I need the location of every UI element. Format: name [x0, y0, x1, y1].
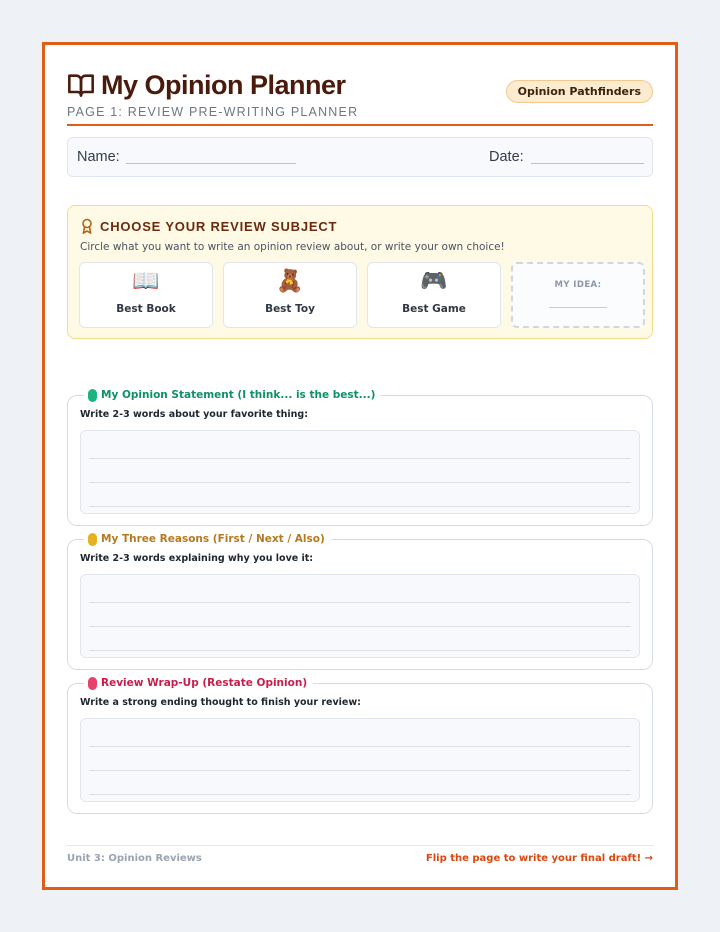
header [67, 67, 653, 127]
name-label: Name: [77, 149, 120, 165]
award-icon [80, 218, 94, 234]
writing-line [89, 602, 631, 603]
section-title: My Opinion Statement (I think... is the best...) [101, 389, 376, 401]
section-legend [84, 674, 313, 692]
writing-line [89, 794, 631, 795]
section-prompt: Write 2-3 words explaining why you love it: [80, 553, 314, 564]
date-label: Date: [489, 149, 524, 165]
section-title: Review Wrap-Up (Restate Opinion) [101, 677, 308, 689]
section-dot-icon [88, 677, 97, 690]
game-controller-icon: 🎮 [420, 269, 448, 294]
review-subject-box [67, 205, 653, 339]
teddy-bear-icon: 🧸 [276, 269, 304, 294]
opinion-statement-section [67, 389, 653, 526]
writing-line [89, 746, 631, 747]
choice-best-book[interactable] [79, 262, 213, 328]
section-prompt: Write a strong ending thought to finish your review: [80, 697, 361, 708]
three-reasons-section [67, 533, 653, 670]
choice-my-idea[interactable] [511, 262, 645, 328]
subject-heading [80, 218, 337, 234]
writing-line [89, 770, 631, 771]
choice-label: Best Toy [265, 303, 315, 315]
brand-badge: Opinion Pathfinders [506, 80, 653, 103]
section-prompt: Write 2-3 words about your favorite thing: [80, 409, 309, 420]
section-legend [84, 530, 331, 548]
reasons-writing-area[interactable] [80, 574, 640, 658]
date-field[interactable] [531, 163, 644, 164]
name-date-bar [67, 137, 653, 177]
my-idea-field[interactable] [549, 307, 607, 308]
choice-best-game[interactable] [367, 262, 501, 328]
writing-line [89, 458, 631, 459]
footer-divider [67, 845, 653, 846]
writing-line [89, 650, 631, 651]
book-icon: 📖 [132, 269, 160, 294]
subject-title: CHOOSE YOUR REVIEW SUBJECT [100, 218, 338, 234]
section-title: My Three Reasons (First / Next / Also) [101, 533, 325, 545]
subject-choices [79, 262, 645, 328]
book-open-icon [67, 71, 95, 99]
choice-label: Best Book [116, 303, 176, 315]
subject-description: Circle what you want to write an opinion review about, or write your own choice! [80, 241, 505, 253]
writing-line [89, 482, 631, 483]
choice-label: Best Game [402, 303, 466, 315]
wrap-up-writing-area[interactable] [80, 718, 640, 802]
page-title: My Opinion Planner [101, 69, 346, 100]
writing-line [89, 626, 631, 627]
header-divider [67, 124, 653, 126]
page-subtitle: PAGE 1: REVIEW PRE-WRITING PLANNER [67, 105, 359, 119]
worksheet-page [42, 42, 678, 890]
section-dot-icon [88, 389, 97, 402]
footer-next-hint: Flip the page to write your final draft! → [425, 853, 653, 864]
my-idea-label: MY IDEA: [554, 280, 602, 290]
section-dot-icon [88, 533, 97, 546]
name-field[interactable] [126, 163, 296, 164]
section-legend [84, 386, 381, 404]
choice-best-toy[interactable] [223, 262, 357, 328]
writing-line [89, 506, 631, 507]
opinion-writing-area[interactable] [80, 430, 640, 514]
footer-unit: Unit 3: Opinion Reviews [67, 853, 202, 864]
wrap-up-section [67, 677, 653, 814]
